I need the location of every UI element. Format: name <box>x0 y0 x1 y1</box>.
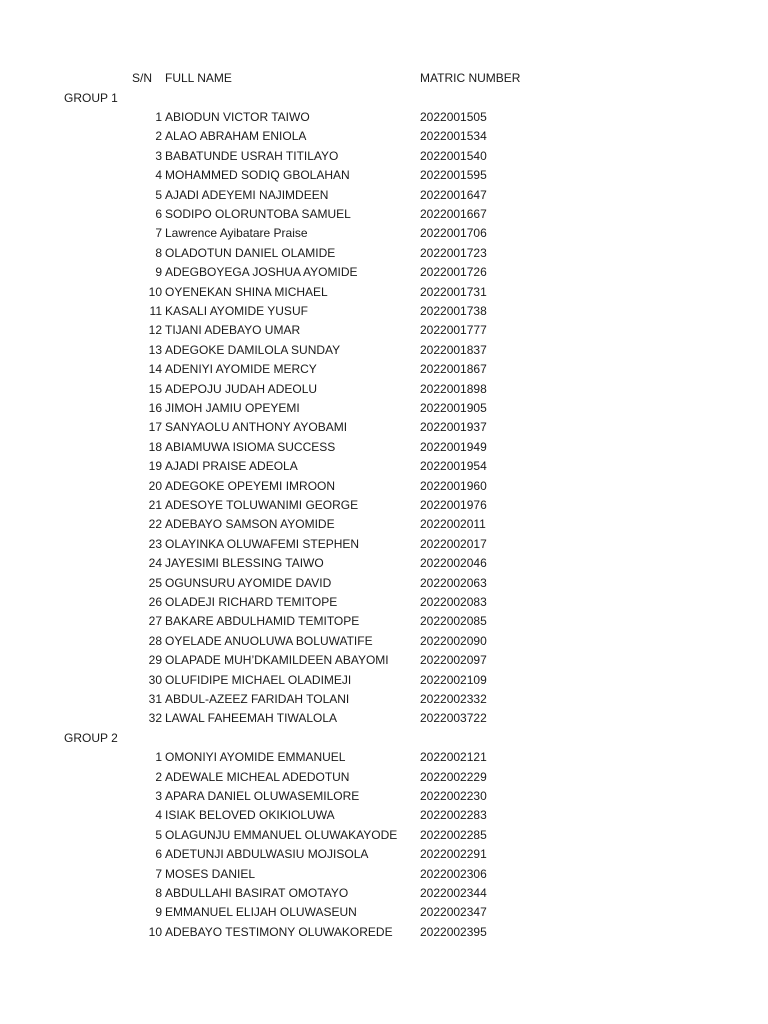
table-row <box>0 690 768 709</box>
serial-number-cell: 3 <box>155 788 162 803</box>
serial-number-cell: 31 <box>148 691 162 706</box>
table-row <box>0 341 768 360</box>
table-row <box>0 108 768 127</box>
table-row <box>0 399 768 418</box>
serial-number-cell: 14 <box>148 362 162 377</box>
table-row <box>0 438 768 457</box>
matric-number-cell: 2022001534 <box>420 129 487 144</box>
full-name-cell: SANYAOLU ANTHONY AYOBAMI <box>165 420 348 435</box>
table-row <box>0 923 768 942</box>
matric-number-cell: 2022001505 <box>420 109 487 124</box>
serial-number-cell: 17 <box>148 420 162 435</box>
table-row <box>0 477 768 496</box>
serial-number-cell: 4 <box>155 168 162 183</box>
full-name-cell: OMONIYI AYOMIDE EMMANUEL <box>165 750 346 765</box>
matric-number-cell: 2022002229 <box>420 769 487 784</box>
table-row <box>0 515 768 534</box>
serial-number-cell: 32 <box>148 711 162 726</box>
matric-number-cell: 2022003722 <box>420 711 487 726</box>
table-row <box>0 302 768 321</box>
full-name-cell: SODIPO OLORUNTOBA SAMUEL <box>165 206 351 221</box>
matric-number-cell: 2022001706 <box>420 226 487 241</box>
table-row <box>0 360 768 379</box>
full-name-cell: MOHAMMED SODIQ GBOLAHAN <box>165 168 350 183</box>
group-label: GROUP 1 <box>64 90 118 105</box>
serial-number-cell: 30 <box>148 672 162 687</box>
serial-number-cell: 16 <box>148 400 162 415</box>
table-row <box>0 768 768 787</box>
full-name-cell: AJADI PRAISE ADEOLA <box>165 459 298 474</box>
matric-number-cell: 2022001867 <box>420 362 487 377</box>
table-row <box>0 418 768 437</box>
matric-number-cell: 2022002395 <box>420 924 487 939</box>
table-row <box>0 205 768 224</box>
matric-number-cell: 2022001667 <box>420 206 487 221</box>
table-row <box>0 826 768 845</box>
matric-number-cell: 2022002230 <box>420 788 487 803</box>
serial-number-cell: 22 <box>148 517 162 532</box>
table-row <box>0 127 768 146</box>
full-name-cell: ADEBAYO SAMSON AYOMIDE <box>165 517 335 532</box>
serial-number-cell: 7 <box>155 866 162 881</box>
group-label-row <box>0 729 768 748</box>
matric-number-cell: 2022002285 <box>420 827 487 842</box>
full-name-cell: ADEBAYO TESTIMONY OLUWAKOREDE <box>165 924 393 939</box>
full-name-cell: OLAPADE MUH’DKAMILDEEN ABAYOMI <box>165 653 389 668</box>
serial-number-cell: 11 <box>149 303 162 318</box>
matric-number-cell: 2022001976 <box>420 497 487 512</box>
full-name-cell: ABDULLAHI BASIRAT OMOTAYO <box>165 885 349 900</box>
matric-number-column-header: MATRIC NUMBER <box>420 71 521 85</box>
full-name-cell: ADENIYI AYOMIDE MERCY <box>165 362 317 377</box>
serial-number-cell: 8 <box>155 245 162 260</box>
full-name-cell: OYENEKAN SHINA MICHAEL <box>165 284 328 299</box>
table-row <box>0 574 768 593</box>
serial-number-cell: 7 <box>155 226 162 241</box>
serial-number-cell: 10 <box>148 284 162 299</box>
serial-number-cell: 6 <box>155 847 162 862</box>
matric-number-cell: 2022002344 <box>420 885 487 900</box>
serial-number-cell: 1 <box>155 750 162 765</box>
matric-number-cell: 2022002085 <box>420 614 487 629</box>
table-row <box>0 632 768 651</box>
serial-number-cell: 18 <box>148 439 162 454</box>
serial-number-cell: 26 <box>148 594 162 609</box>
group-label: GROUP 2 <box>64 730 118 745</box>
full-name-cell: OLUFIDIPE MICHAEL OLADIMEJI <box>165 672 352 687</box>
matric-number-cell: 2022001738 <box>420 303 487 318</box>
table-row <box>0 321 768 340</box>
full-name-cell: ISIAK BELOVED OKIKIOLUWA <box>165 808 335 823</box>
matric-number-cell: 2022001960 <box>420 478 487 493</box>
full-name-cell: OLADEJI RICHARD TEMITOPE <box>165 594 338 609</box>
table-row <box>0 845 768 864</box>
serial-number-cell: 3 <box>155 148 162 163</box>
serial-number-cell: 12 <box>148 323 162 338</box>
matric-number-cell: 2022001647 <box>420 187 487 202</box>
matric-number-cell: 2022001595 <box>420 168 487 183</box>
full-name-cell: ABDUL-AZEEZ FARIDAH TOLANI <box>165 691 350 706</box>
table-row <box>0 244 768 263</box>
full-name-cell: OLAYINKA OLUWAFEMI STEPHEN <box>165 536 360 551</box>
full-name-cell: OLAGUNJU EMMANUEL OLUWAKAYODE <box>165 827 398 842</box>
serial-number-cell: 5 <box>155 187 162 202</box>
table-row <box>0 593 768 612</box>
table-row <box>0 380 768 399</box>
matric-number-cell: 2022001777 <box>420 323 487 338</box>
full-name-cell: ADEGOKE OPEYEMI IMROON <box>165 478 336 493</box>
serial-number-cell: 2 <box>155 769 162 784</box>
serial-number-cell: 2 <box>155 129 162 144</box>
full-name-cell: ADEWALE MICHEAL ADEDOTUN <box>165 769 350 784</box>
serial-number-cell: 27 <box>148 614 162 629</box>
full-name-cell: ADESOYE TOLUWANIMI GEORGE <box>165 497 359 512</box>
table-row <box>0 612 768 631</box>
matric-number-cell: 2022001898 <box>420 381 487 396</box>
table-row <box>0 457 768 476</box>
full-name-cell: AJADI ADEYEMI NAJIMDEEN <box>165 187 329 202</box>
table-row <box>0 651 768 670</box>
full-name-column-header: FULL NAME <box>165 71 232 85</box>
matric-number-cell: 2022002090 <box>420 633 487 648</box>
table-row <box>0 224 768 243</box>
serial-number-cell: 19 <box>148 459 162 474</box>
matric-number-cell: 2022001905 <box>420 400 487 415</box>
matric-number-cell: 2022002046 <box>420 556 487 571</box>
serial-number-cell: 24 <box>148 556 162 571</box>
full-name-cell: ADEGOKE DAMILOLA SUNDAY <box>165 342 341 357</box>
table-row <box>0 496 768 515</box>
matric-number-cell: 2022001731 <box>420 284 487 299</box>
full-name-cell: ADEGBOYEGA JOSHUA AYOMIDE <box>165 265 358 280</box>
table-row <box>0 884 768 903</box>
matric-number-cell: 2022002306 <box>420 866 487 881</box>
serial-number-cell: 29 <box>148 653 162 668</box>
table-row <box>0 263 768 282</box>
full-name-cell: BABATUNDE USRAH TITILAYO <box>165 148 339 163</box>
table-row <box>0 147 768 166</box>
matric-number-cell: 2022001949 <box>420 439 487 454</box>
full-name-cell: MOSES DANIEL <box>165 866 256 881</box>
column-header-row <box>0 69 768 88</box>
table-row <box>0 748 768 767</box>
serial-number-cell: 20 <box>148 478 162 493</box>
matric-number-cell: 2022002017 <box>420 536 487 551</box>
serial-number-cell: 9 <box>155 265 162 280</box>
full-name-cell: ALAO ABRAHAM ENIOLA <box>165 129 307 144</box>
full-name-cell: ABIODUN VICTOR TAIWO <box>165 109 310 124</box>
table-row <box>0 903 768 922</box>
full-name-cell: Lawrence Ayibatare Praise <box>165 226 308 241</box>
serial-number-cell: 9 <box>155 905 162 920</box>
serial-number-cell: 15 <box>148 381 162 396</box>
matric-number-cell: 2022001726 <box>420 265 487 280</box>
group-label-row <box>0 89 768 108</box>
matric-number-cell: 2022001540 <box>420 148 487 163</box>
serial-number-cell: 25 <box>148 575 162 590</box>
full-name-cell: LAWAL FAHEEMAH TIWALOLA <box>165 711 338 726</box>
serial-number-cell: 28 <box>148 633 162 648</box>
full-name-cell: APARA DANIEL OLUWASEMILORE <box>165 788 360 803</box>
matric-number-cell: 2022001723 <box>420 245 487 260</box>
matric-number-cell: 2022002121 <box>420 750 487 765</box>
full-name-cell: ADEPOJU JUDAH ADEOLU <box>165 381 318 396</box>
serial-number-cell: 21 <box>148 497 162 512</box>
matric-number-cell: 2022002283 <box>420 808 487 823</box>
serial-number-cell: 4 <box>155 808 162 823</box>
table-row <box>0 787 768 806</box>
matric-number-cell: 2022002332 <box>420 691 487 706</box>
table-row <box>0 283 768 302</box>
full-name-cell: ABIAMUWA ISIOMA SUCCESS <box>165 439 336 454</box>
serial-number-cell: 5 <box>155 827 162 842</box>
serial-number-cell: 8 <box>155 885 162 900</box>
matric-number-cell: 2022002097 <box>420 653 487 668</box>
full-name-cell: JAYESIMI BLESSING TAIWO <box>165 556 324 571</box>
matric-number-cell: 2022002011 <box>420 517 486 532</box>
serial-number-cell: 6 <box>155 206 162 221</box>
sn-column-header: S/N <box>132 71 153 85</box>
matric-number-cell: 2022002109 <box>420 672 487 687</box>
full-name-cell: JIMOH JAMIU OPEYEMI <box>165 400 300 415</box>
table-row <box>0 166 768 185</box>
matric-number-cell: 2022001954 <box>420 459 487 474</box>
full-name-cell: OGUNSURU AYOMIDE DAVID <box>165 575 332 590</box>
matric-number-cell: 2022002291 <box>420 847 487 862</box>
table-row <box>0 535 768 554</box>
table-row <box>0 806 768 825</box>
table-row <box>0 709 768 728</box>
table-row <box>0 865 768 884</box>
matric-number-cell: 2022001937 <box>420 420 487 435</box>
matric-number-cell: 2022002063 <box>420 575 487 590</box>
matric-number-cell: 2022001837 <box>420 342 487 357</box>
table-row <box>0 671 768 690</box>
serial-number-cell: 13 <box>148 342 162 357</box>
full-name-cell: OYELADE ANUOLUWA BOLUWATIFE <box>165 633 373 648</box>
matric-number-cell: 2022002083 <box>420 594 487 609</box>
matric-number-cell: 2022002347 <box>420 905 487 920</box>
full-name-cell: TIJANI ADEBAYO UMAR <box>165 323 301 338</box>
serial-number-cell: 23 <box>148 536 162 551</box>
full-name-cell: EMMANUEL ELIJAH OLUWASEUN <box>165 905 357 920</box>
serial-number-cell: 10 <box>148 924 162 939</box>
serial-number-cell: 1 <box>155 109 162 124</box>
full-name-cell: BAKARE ABDULHAMID TEMITOPE <box>165 614 360 629</box>
full-name-cell: OLADOTUN DANIEL OLAMIDE <box>165 245 336 260</box>
table-row <box>0 186 768 205</box>
full-name-cell: ADETUNJI ABDULWASIU MOJISOLA <box>165 847 369 862</box>
table-row <box>0 554 768 573</box>
full-name-cell: KASALI AYOMIDE YUSUF <box>165 303 308 318</box>
